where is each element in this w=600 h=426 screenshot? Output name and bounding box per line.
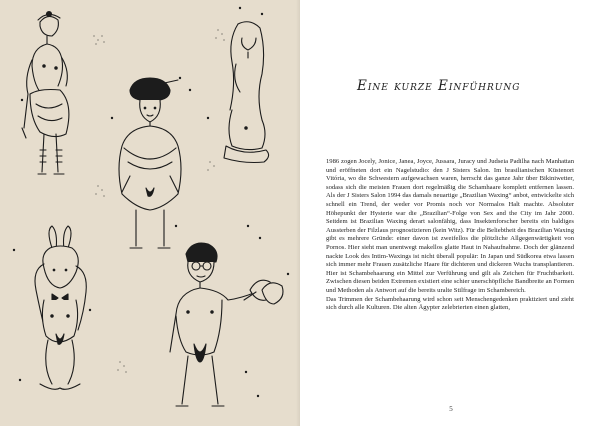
figure-man-with-glasses: [170, 243, 283, 406]
chapter-title: Eine kurze Einführung: [357, 78, 521, 94]
figure-classical-woman: [22, 12, 69, 175]
body-text: [326, 158, 574, 313]
figure-long-haired-woman: [224, 22, 269, 163]
figure-bunny-woman: [35, 226, 86, 389]
figure-geisha: [119, 78, 181, 248]
body-paragraph: Das Trimmen der Schambehaarung wird schon seit Menschengedenken praktiziert und zieht sich durch alle Kulturen. Die alten Ägypter zelebrierten einen glatten,: [326, 295, 574, 312]
body-paragraph: 1986 zogen Jocely, Jonice, Janea, Joyce, Jussara, Juracy und Judseia Padilha nach Manhattan und eröffneten dort ein Nagelstudio: den J Sisters Salon. Im brasilianischen Küstenort Vitória, wo die Schwestern aufgewachsen waren, herrscht das ganze Jahr über Bikiniwetter, sodass sich die meisten Frauen dort regelmäßig die Schamhaare komplett entfernen lassen. Als der J Sisters Salon 1994 das damals neuartige „Brazilian Waxing“ anbot, entwickelte sich schnell ein Trend, der weder vor Promis noch vor Normalos Halt machte. Absoluter Höhepunkt der Hysterie war die „Brazilian“-Folge von Sex and the City im Jahr 2000. Seitdem ist Brazilian Waxing derart salonfähig, dass Insektenforscher bereits ein baldiges Aussterben der Filzlaus prognostizieren (kein Witz). Für die Beliebtheit des Brazilian Waxing gibt es mehrere Gründe: einer davon ist zweifellos die plötzliche Allgegenwärtigkeit von Pornos. Hier sieht man unentwegt makellos glatte Haut in Nahaufnahme. Doch der glänzend nackte Look des Intim-Waxings ist nicht überall populär: In Japan und Südkorea etwa lassen sich immer mehr Frauen zusätzliche Haare für dichteren und dickeren Wuchs transplantieren. Hier ist Schambehaarung ein Mittel zur Verführung und gilt als Zeichen für Fruchtbarkeit. Zwischen diesen beiden Extremen existiert eine schier unerschöpfliche Bandbreite an Formen und Methoden als Antwort auf die bereits uralte Stilfrage im Schambereich.: [326, 158, 574, 294]
page-number: 5: [449, 405, 453, 413]
